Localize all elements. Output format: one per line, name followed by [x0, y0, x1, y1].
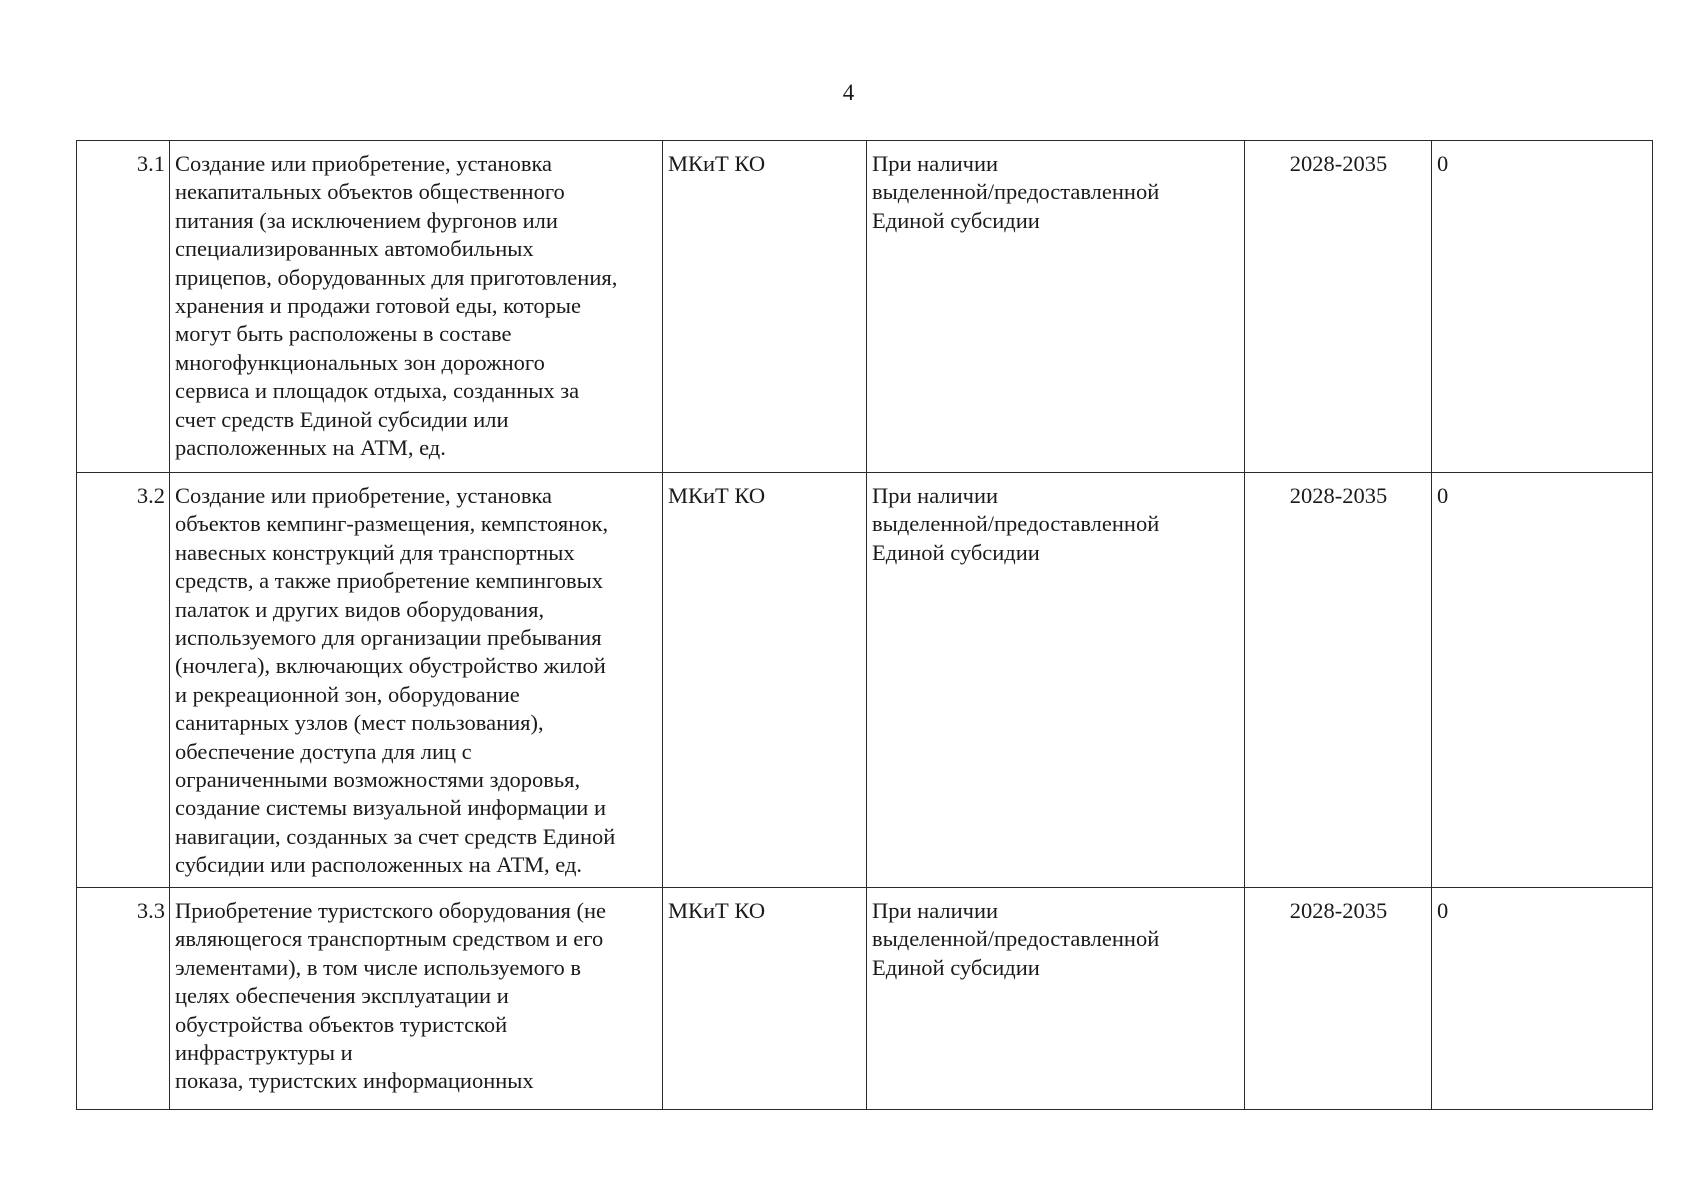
description-line: санитарных узлов (мест пользования), [175, 710, 544, 736]
condition-line: Единой субсидии [872, 954, 1040, 980]
condition [867, 141, 1245, 473]
executor: МКиТ КО [663, 888, 867, 1110]
description-line: и рекреационной зон, оборудование [175, 681, 520, 707]
condition-line: выделенной/предоставленной [872, 179, 1160, 205]
condition-line: При наличии [872, 898, 999, 923]
period: 2028-2035 [1245, 141, 1432, 473]
measures-table [76, 140, 1653, 1110]
description-line: многофункциональных зон дорожного [175, 349, 545, 375]
condition-line: выделенной/предоставленной [872, 926, 1160, 952]
description-line: субсидии или расположенных на АТМ, ед. [175, 852, 583, 878]
description-line: некапитальных объектов общественного [175, 179, 565, 205]
description-line: навигации, созданных за счет средств Единой [175, 823, 616, 849]
table-row [77, 888, 1653, 1110]
description-line: специализированных автомобильных [175, 236, 534, 262]
page-number: 4 [842, 80, 855, 105]
description-line: элементами), в том числе используемого в [175, 954, 582, 980]
description-line: показа, туристских информационных [175, 1068, 534, 1094]
description-line: сервиса и площадок отдыха, созданных за [175, 378, 580, 404]
period: 2028-2035 [1245, 473, 1432, 888]
value: 0 [1432, 473, 1653, 888]
measure-description [170, 473, 663, 888]
description-line: питания (за исключением фургонов или [175, 207, 558, 233]
period: 2028-2035 [1245, 888, 1432, 1110]
description-line: расположенных на АТМ, ед. [175, 435, 446, 461]
description-line: инфраструктуры и [175, 1040, 353, 1066]
table-row [77, 473, 1653, 888]
executor: МКиТ КО [663, 473, 867, 888]
description-line: средств, а также приобретение кемпинговых [175, 568, 603, 594]
description-line: являющегося транспортным средством и его [175, 926, 604, 952]
measure-description [170, 141, 663, 473]
description-line: Создание или приобретение, установка [175, 151, 553, 176]
description-line: обеспечение доступа для лиц с [175, 738, 472, 764]
description-line: палаток и других видов оборудования, [175, 596, 545, 622]
condition [867, 888, 1245, 1110]
description-line: используемого для организации пребывания [175, 625, 602, 651]
condition-line: При наличии [872, 151, 999, 176]
measure-description [170, 888, 663, 1110]
description-line: создание системы визуальной информации и [175, 795, 607, 821]
table-row [77, 141, 1653, 473]
row-number: 3.3 [77, 888, 170, 1110]
value: 0 [1432, 888, 1653, 1110]
description-line: целях обеспечения эксплуатации и [175, 983, 509, 1009]
description-line: обустройства объектов туристской [175, 1011, 508, 1037]
description-line: объектов кемпинг-размещения, кемпстоянок, [175, 511, 609, 537]
description-line: (ночлега), включающих обустройство жилой [175, 653, 606, 679]
description-line: Создание или приобретение, установка [175, 483, 553, 508]
row-number: 3.2 [77, 473, 170, 888]
condition [867, 473, 1245, 888]
condition-line: Единой субсидии [872, 207, 1040, 233]
description-line: ограниченными возможностями здоровья, [175, 767, 581, 793]
executor: МКиТ КО [663, 141, 867, 473]
description-line: навесных конструкций для транспортных [175, 539, 575, 565]
description-line: счет средств Единой субсидии или [175, 406, 509, 432]
condition-line: При наличии [872, 483, 999, 508]
condition-line: выделенной/предоставленной [872, 511, 1160, 537]
description-line: могут быть расположены в составе [175, 321, 512, 347]
description-line: прицепов, оборудованных для приготовления, [175, 264, 618, 290]
row-number: 3.1 [77, 141, 170, 473]
condition-line: Единой субсидии [872, 539, 1040, 565]
description-line: Приобретение туристского оборудования (не [175, 898, 607, 923]
value: 0 [1432, 141, 1653, 473]
description-line: хранения и продажи готовой еды, которые [175, 293, 581, 319]
